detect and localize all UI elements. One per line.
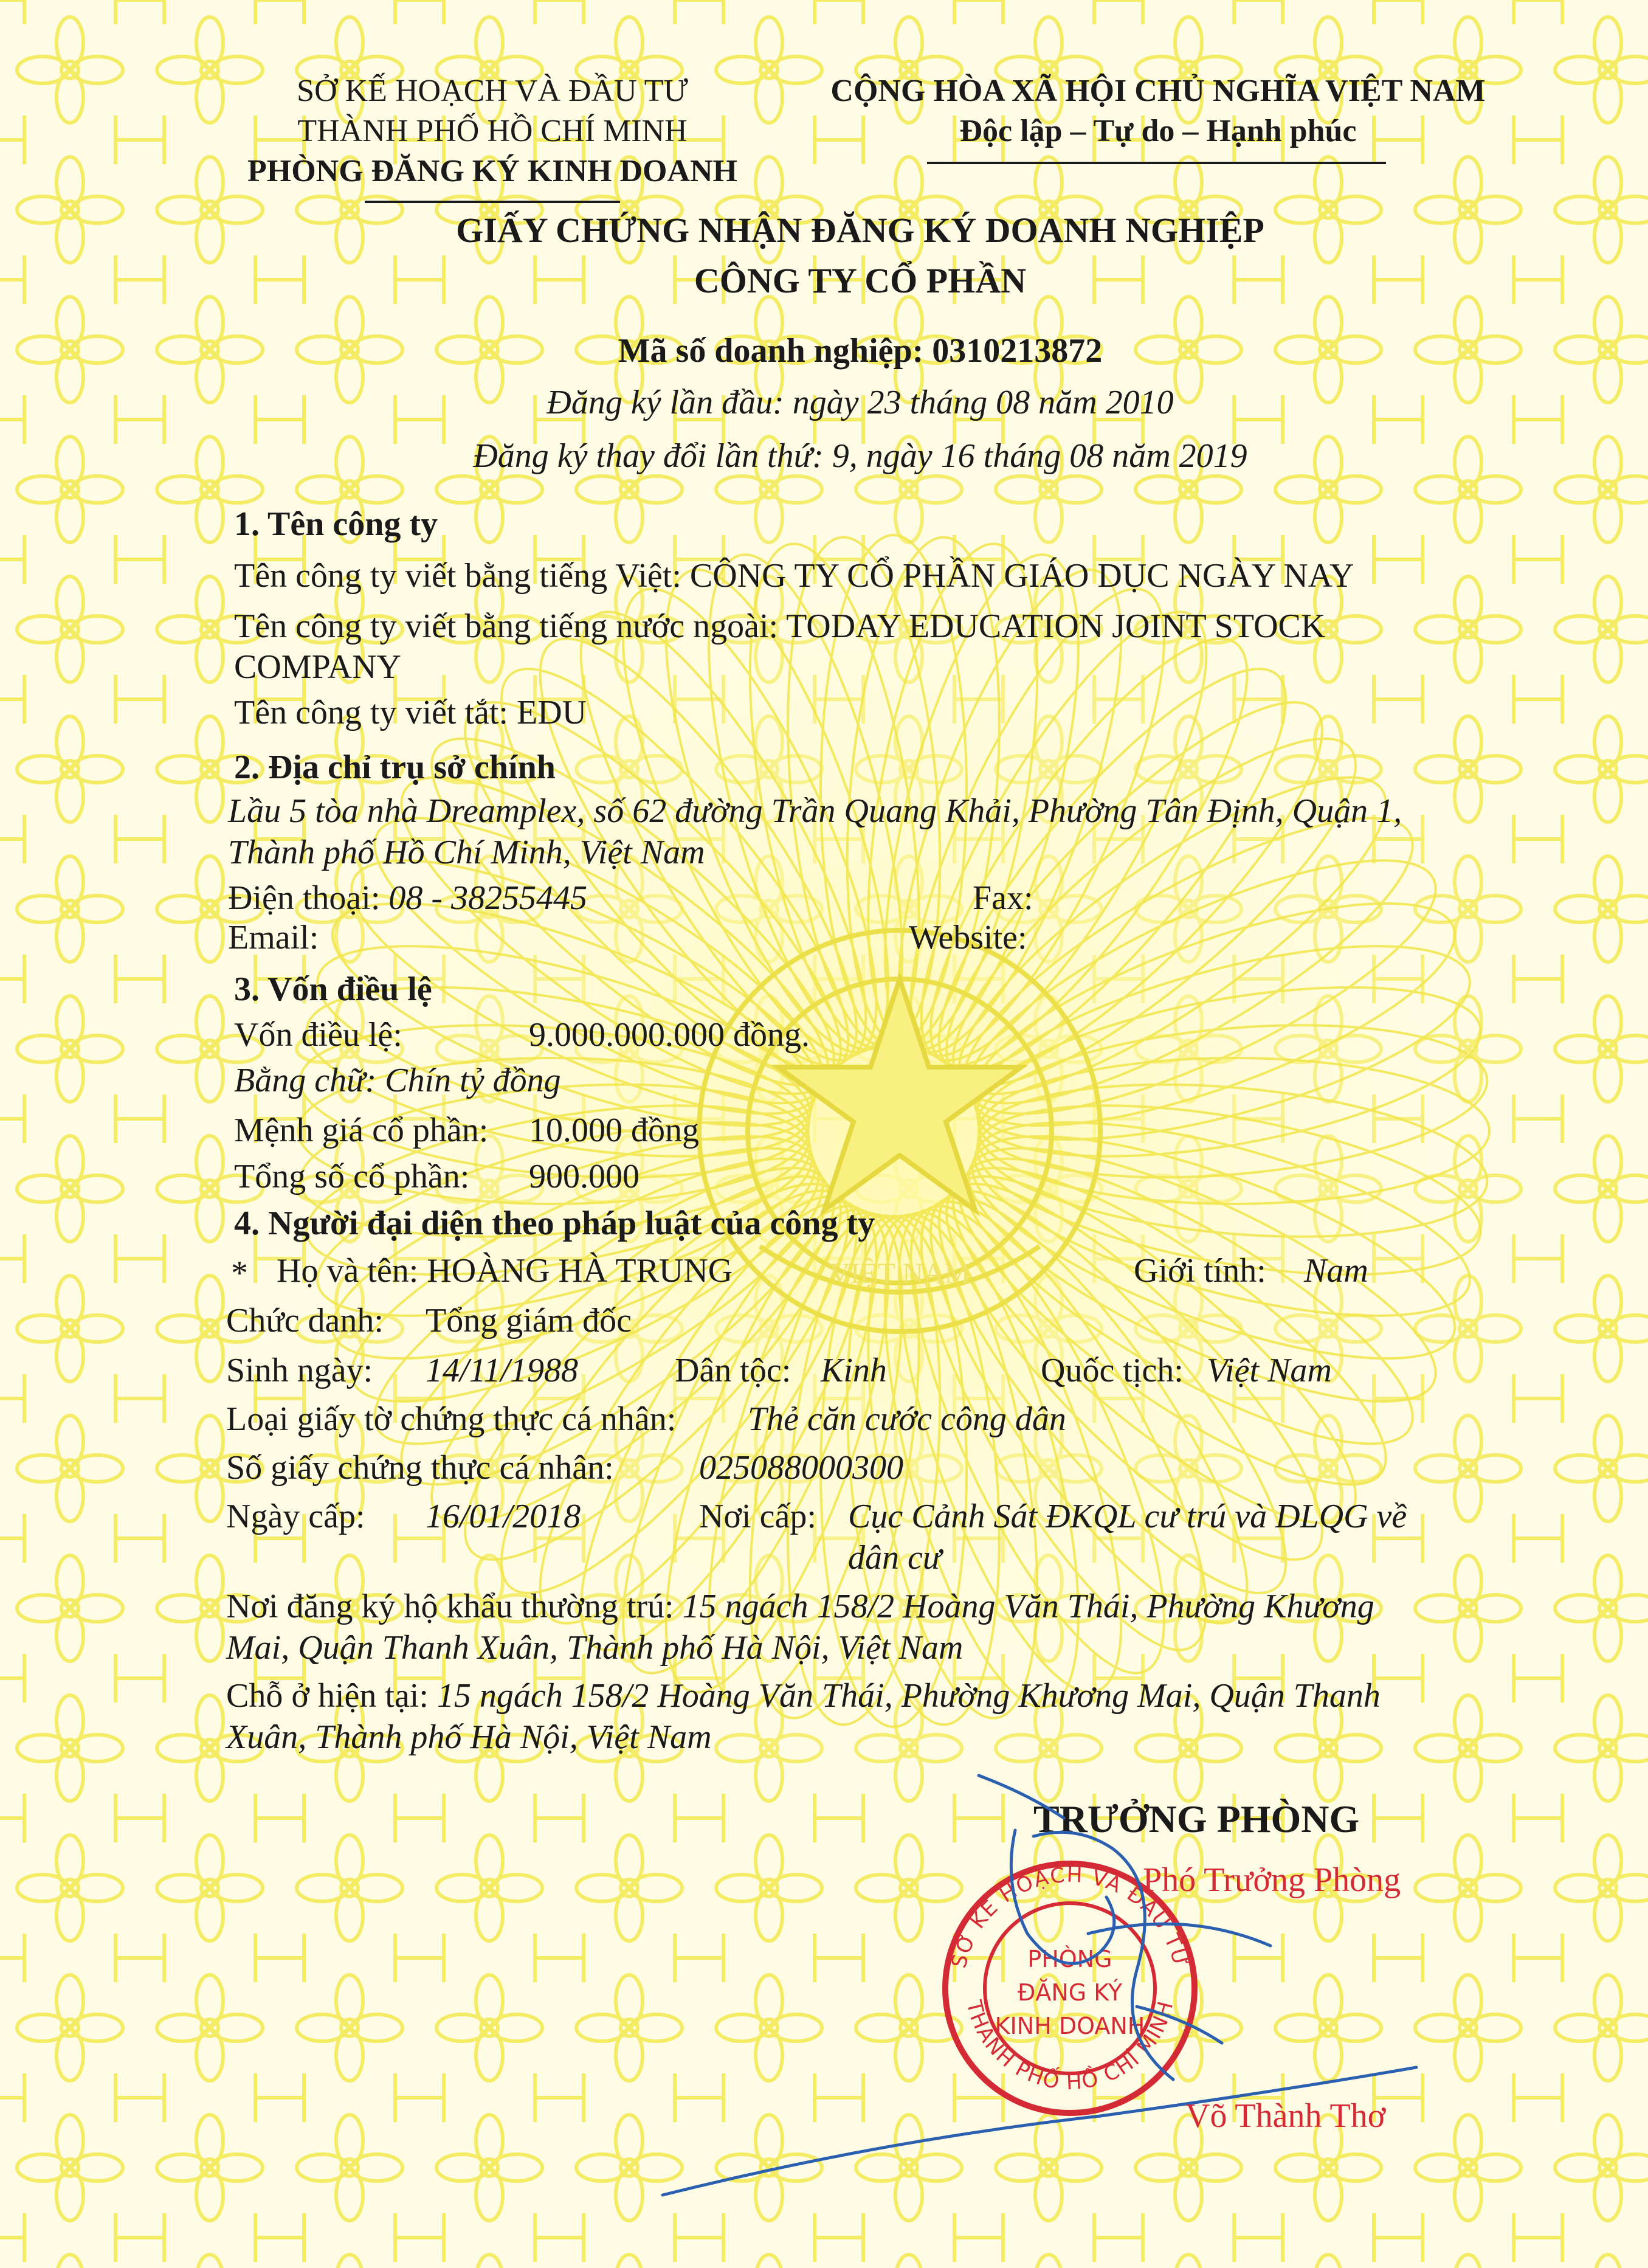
id-number-value: 025088000300 [699,1449,903,1487]
par-value-label: Mệnh giá cổ phần: [234,1112,489,1149]
ethnicity-label: Dân tộc: [675,1352,791,1389]
capital-words-label: Bằng chữ: [234,1062,377,1099]
vn-name-row [234,556,1354,595]
address-line2: Thành phố Hồ Chí Minh, Việt Nam [228,834,705,871]
section-3-heading: 3. Vốn điều lệ [234,970,432,1008]
gender-value: Nam [1304,1252,1368,1290]
short-name-value: EDU [516,694,587,731]
document-subtitle: CÔNG TY CỔ PHẦN [694,261,1027,300]
permanent-residence-row [226,1587,1374,1626]
capital-words-value: Chín tỷ đồng [385,1062,561,1099]
capital-value: 9.000.000.000 đồng. [529,1016,810,1054]
permanent-residence-label: Nơi đăng ký hộ khẩu thường trú: [226,1588,674,1625]
first-registration [243,383,1477,422]
phone-label: Điện thoại: [228,879,381,917]
fax-label: Fax: [973,879,1033,917]
signer-name: Võ Thành Thơ [1185,2097,1386,2135]
issue-date-value: 16/01/2018 [426,1498,581,1535]
issue-date-label: Ngày cấp: [226,1498,365,1535]
change-registration-label: Đăng ký thay đổi lần thứ: [473,437,824,475]
foreign-name-value: TODAY EDUCATION JOINT STOCK [786,607,1326,645]
vn-name-value: CÔNG TY CỔ PHẦN GIÁO DỤC NGÀY NAY [689,557,1354,595]
position-label: Chức danh: [226,1302,384,1340]
address-line1: Lầu 5 tòa nhà Dreamplex, số 62 đường Trần Quang Khải, Phường Tân Định, Quận 1, [228,792,1402,830]
nationality-value: Việt Nam [1207,1352,1332,1389]
rep-name-value: HOÀNG HÀ TRUNG [427,1252,733,1290]
bullet-mark: * [231,1254,248,1292]
dob-label: Sinh ngày: [226,1352,373,1389]
emblem-text: VIỆT NAM [829,1257,971,1290]
issue-place-value-continued: dân cư [848,1539,942,1577]
ethnicity-value: Kinh [821,1352,887,1389]
gender-label: Giới tính: [1134,1252,1266,1290]
stamp-line3: KINH DOANH [995,2013,1145,2039]
short-name-row [234,693,587,732]
foreign-name-continued: COMPANY [234,648,401,686]
enterprise-code: Mã số doanh nghiệp: 0310213872 [618,332,1103,370]
rep-name-label: Họ và tên: [277,1252,419,1290]
stamp-line1: PHÒNG [1027,1946,1112,1972]
agency-line2: THÀNH PHỐ HỒ CHÍ MINH [297,114,688,148]
current-residence-row [226,1676,1381,1715]
phone-value: 08 - 38255445 [388,879,588,917]
total-shares-value: 900.000 [529,1158,640,1195]
position-value: Tổng giám đốc [426,1302,632,1340]
capital-label: Vốn điều lệ: [234,1016,402,1054]
signature-title: TRƯỞNG PHÒNG [1033,1797,1360,1841]
document-title: GIẤY CHỨNG NHẬN ĐĂNG KÝ DOANH NGHIỆP [456,210,1264,250]
motto-underline [927,162,1386,164]
issue-place-value: Cục Cảnh Sát ĐKQL cư trú và DLQG về [848,1498,1407,1535]
deputy-title: Phó Trưởng Phòng [1143,1861,1401,1899]
change-registration [243,437,1477,475]
current-residence-value: 15 ngách 158/2 Hoàng Văn Thái, Phường Khương Mai, Quận Thanh [436,1677,1381,1715]
total-shares-label: Tổng số cổ phần: [234,1158,470,1195]
par-value: 10.000 đồng [529,1112,699,1149]
capital-words-row [234,1061,561,1100]
section-4-heading: 4. Người đại diện theo pháp luật của công ty [234,1205,875,1242]
current-residence-label: Chỗ ở hiện tại: [226,1677,429,1715]
country-motto: Độc lập – Tự do – Hạnh phúc [959,114,1357,148]
permanent-residence-value: 15 ngách 158/2 Hoàng Văn Thái, Phường Khương [682,1588,1374,1625]
section-1-heading: 1. Tên công ty [234,505,438,543]
website-label: Website: [909,919,1027,956]
id-number-label: Số giấy chứng thực cá nhân: [226,1449,614,1487]
id-type-label: Loại giấy tờ chứng thực cá nhân: [226,1400,677,1438]
rep-name-row [277,1251,733,1290]
foreign-name-label: Tên công ty viết bằng tiếng nước ngoài: [234,607,779,645]
handwritten-signature [638,1751,1429,2213]
stamp-ring-bottom: THÀNH PHỐ HỒ CHÍ MINH [961,1997,1179,2095]
foreign-name-row [234,607,1325,646]
phone-row [228,879,587,918]
dob-value: 14/11/1988 [426,1352,578,1389]
current-residence-continued: Xuân, Thành phố Hà Nội, Việt Nam [226,1718,712,1756]
first-registration-value: ngày 23 tháng 08 năm 2010 [792,384,1174,421]
country-name: CỘNG HÒA XÃ HỘI CHỦ NGHĨA VIỆT NAM [830,74,1486,108]
agency-underline [365,201,620,203]
id-type-value: Thẻ căn cước công dân [748,1400,1066,1438]
permanent-residence-continued: Mai, Quận Thanh Xuân, Thành phố Hà Nội, Việt Nam [226,1629,964,1667]
short-name-label: Tên công ty viết tắt: [234,694,508,731]
vn-name-label: Tên công ty viết bằng tiếng Việt: [234,557,681,595]
nationality-label: Quốc tịch: [1041,1352,1184,1389]
stamp-line2: ĐĂNG KÝ [1017,1979,1123,2006]
email-label: Email: [228,919,319,956]
issue-place-label: Nơi cấp: [699,1498,816,1535]
change-registration-value: 9, ngày 16 tháng 08 năm 2019 [832,437,1247,475]
agency-line3: PHÒNG ĐĂNG KÝ KINH DOANH [247,154,737,188]
stamp-ring-top: SỞ KẾ HOẠCH VÀ ĐẦU TƯ [946,1862,1193,1971]
agency-line1: SỞ KẾ HOẠCH VÀ ĐẦU TƯ [297,74,688,108]
section-2-heading: 2. Địa chỉ trụ sở chính [234,749,556,786]
first-registration-label: Đăng ký lần đầu: [546,384,784,421]
